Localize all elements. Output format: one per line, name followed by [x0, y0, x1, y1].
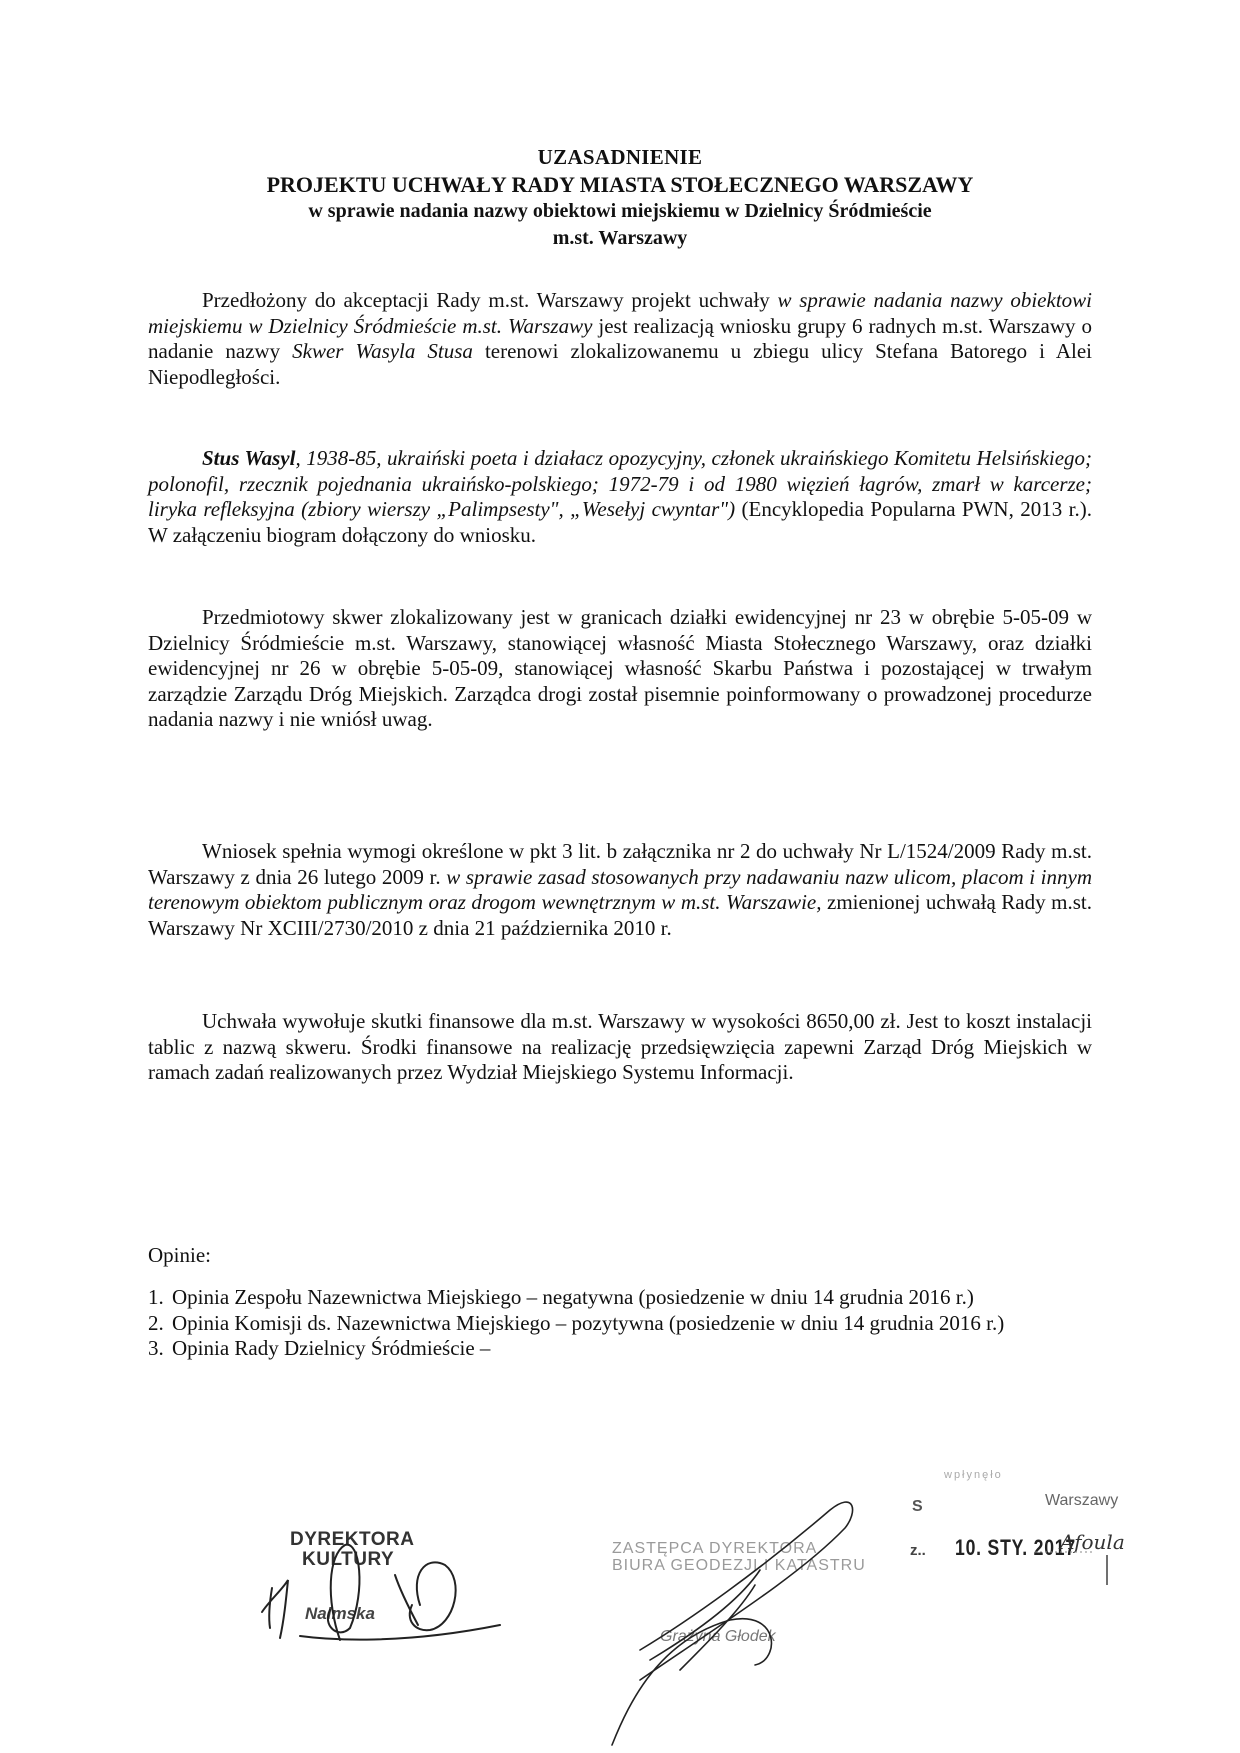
- opinion-number: 1.: [148, 1285, 164, 1309]
- stamp-left-line-2: KULTURY: [302, 1549, 395, 1570]
- biography-name: Stus Wasyl: [202, 446, 296, 470]
- stamp-left: [290, 1530, 415, 1570]
- stamp-left-line-1: DYREKTORA: [290, 1529, 415, 1550]
- paragraph-intro-text: jest realizacją wniosku grupy 6 radnych m.st. Warszawy o nadanie nazwy: [148, 313, 1092, 363]
- signature-middle-stroke: [650, 1570, 760, 1660]
- opinion-text: Opinia Komisji ds. Nazewnictwa Miejskiego – pozytywna (posiedzenie w dniu 14 grudnia 2016 r.): [172, 1310, 1005, 1335]
- signature-left-stroke: [410, 1562, 456, 1630]
- stamp-right-header: wpłynęło: [944, 1469, 1003, 1481]
- square-name-italic: Skwer Wasyla Stusa: [292, 339, 473, 363]
- resolution-title-italic: w sprawie nadania nazwy obiektowi miejskiemu w Dzielnicy Śródmieście m.st. Warszawy: [148, 288, 1092, 338]
- stamp-middle: [612, 1540, 866, 1574]
- signature-left-stroke: [262, 1580, 288, 1638]
- title-line-4: m.st. Warszawy: [552, 227, 688, 249]
- stamp-middle-name: Grażyna Głodek: [660, 1628, 776, 1645]
- stamp-right-z-mark: z..: [910, 1542, 926, 1559]
- opinion-text: Opinia Rady Dzielnicy Śródmieście –: [172, 1336, 491, 1360]
- opinion-item: [148, 1285, 1092, 1311]
- title-line-3: w sprawie nadania nazwy obiektowi miejskiemu w Dzielnicy Śródmieście: [308, 200, 932, 222]
- opinions-list: [148, 1285, 1092, 1362]
- title-line-2: PROJEKTU UCHWAŁY RADY MIASTA STOŁECZNEGO WARSZAWY: [266, 172, 974, 197]
- paragraph-intro: [148, 288, 1092, 390]
- paragraph-financial-text: Uchwała wywołuje skutki finansowe dla m.st. Warszawy w wysokości 8650,00 zł. Jest to koszt instalacji tablic z nazwą skweru. Środki finansowe na realizację przedsięwzięcia zapewni Zarząd Dróg Miejskich w ramach zadań realizowanych przez Wydział Miejskiego Systemu Informacji.: [148, 1009, 1092, 1084]
- opinions-heading: Opinie:: [148, 1243, 211, 1267]
- signature-left-stroke: [300, 1625, 500, 1640]
- opinion-number: 2.: [148, 1310, 164, 1335]
- opinion-item: [148, 1336, 1092, 1362]
- paragraph-requirements: [148, 839, 1092, 941]
- biography-source: (Encyklopedia Popularna PWN, 2013 r.). W załączeniu biogram dołączony do wniosku.: [148, 497, 1093, 547]
- paragraph-intro-text: Przedłożony do akceptacji Rady m.st. Warszawy projekt uchwały: [202, 288, 778, 312]
- paragraph-biography: [148, 446, 1092, 548]
- paragraph-requirements-text: zmienionej uchwałą Rady m.st. Warszawy Nr XCIII/2730/2010 z dnia 21 października 2010 r.: [148, 890, 1092, 940]
- title-line-1: UZASADNIENIE: [537, 145, 703, 169]
- opinion-item: [148, 1311, 1092, 1337]
- paragraph-location-text: Przedmiotowy skwer zlokalizowany jest w granicach działki ewidencyjnej nr 23 w obrębie 5-05-09 w Dzielnicy Śródmieście m.st. Warszawy, stanowiącej własność Miasta Stołecznego Warszawy, oraz działki ewidencyjnej nr 26 w obrębie 5-05-09, stanowiącej własność Skarbu Państwa i pozostającej w trwałym zarządzie Zarządu Dróg Miejskich. Zarządca drogi został pisemnie poinformowany o prowadzonej procedurze nadania nazwy i nie wniósł uwag.: [148, 605, 1092, 731]
- handwritten-annotation: Afoula: [1060, 1530, 1125, 1554]
- stamp-right-city: Warszawy: [1045, 1492, 1119, 1509]
- regulation-title-italic: w sprawie zasad stosowanych przy nadawaniu nazw ulicom, placom i innym terenowym obiektom publicznym oraz drogom wewnętrznym w m.st. Warszawie,: [148, 864, 1093, 914]
- stamp-right-s-mark: S: [912, 1498, 923, 1515]
- stamp-middle-line-2: BIURA GEODEZJI I KATASTRU: [612, 1557, 866, 1574]
- paragraph-location: [148, 605, 1092, 733]
- signature-middle-stroke: [640, 1502, 853, 1680]
- paragraph-financial: [148, 1009, 1092, 1086]
- biography-text: , 1938-85, ukraiński poeta i działacz opozycyjny, członek ukraińskiego Komitetu Helsińskiego; polonofil, rzecznik pojednania ukraińsko-polskiego; 1972-79 i od 1980 więzień łagrów, zmarł w karcerze; liryka refleksyjna (zbiory wierszy „Palimpsesty", „Wesełyj cwyntar"): [148, 446, 1093, 521]
- signature-middle: [612, 1502, 853, 1745]
- signature-left-stroke: [395, 1575, 418, 1625]
- document-title: [150, 144, 1090, 252]
- stamp-left-name: Nalmska: [305, 1604, 375, 1623]
- paragraph-intro-text: terenowi zlokalizowanemu u zbiegu ulicy Stefana Batorego i Alei Niepodległości.: [148, 339, 1092, 389]
- stamp-received-date: 10. STY. 2017: [955, 1535, 1076, 1560]
- paragraph-requirements-text: Wniosek spełnia wymogi określone w pkt 3 lit. b załącznika nr 2 do uchwały Nr L/1524/2009 Rady m.st. Warszawy z dnia 26 lutego 2009 r.: [148, 839, 1092, 889]
- opinion-text: Opinia Zespołu Nazewnictwa Miejskiego – negatywna (posiedzenie w dniu 14 grudnia 2016 r.): [172, 1285, 974, 1309]
- opinion-number: 3.: [148, 1336, 164, 1360]
- stamp-middle-line-1: ZASTĘPCA DYREKTORA: [612, 1540, 818, 1557]
